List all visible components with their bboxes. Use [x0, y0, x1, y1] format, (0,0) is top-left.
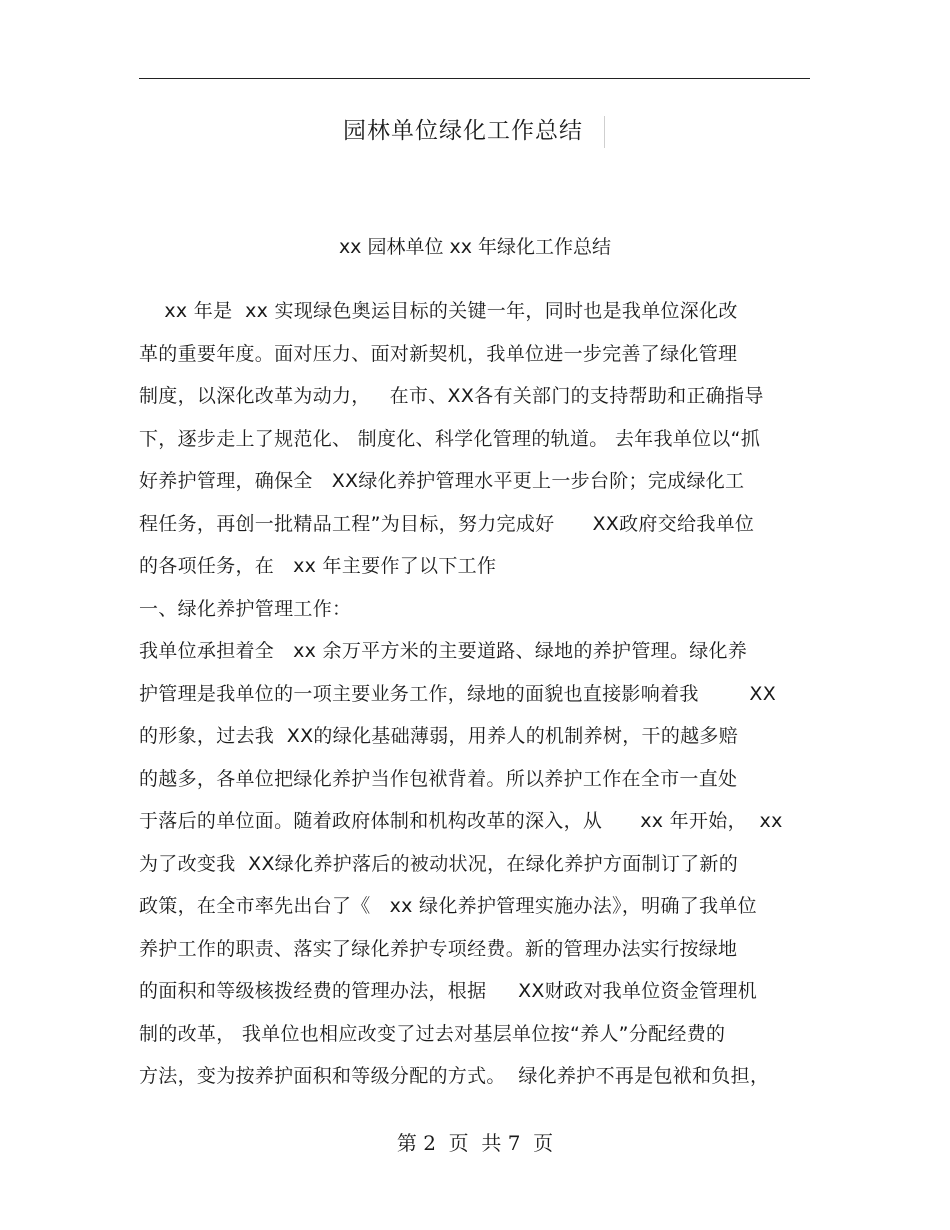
- header-rule: [139, 78, 810, 79]
- body-line: 的面积和等级核拨经费的管理办法，根据 XX财政对我单位资金管理机: [139, 980, 758, 1002]
- body-line: 的各项任务，在 xx 年主要作了以下工作: [139, 555, 497, 577]
- body-line: 程任务，再创一批精品工程”为目标，努力完成好 XX政府交给我单位: [139, 512, 755, 535]
- body-line: 的形象，过去我 XX的绿化基础薄弱，用养人的机制养树，干的越多赔: [139, 725, 739, 747]
- body-line: 为了改变我 XX绿化养护落后的被动状况，在绿化养护方面制订了新的: [139, 852, 739, 875]
- body-line: 我单位承担着全 xx 余万平方米的主要道路、绿地的养护管理。绿化养: [139, 640, 748, 662]
- body-line: xx 年是 xx 实现绿色奥运目标的关键一年，同时也是我单位深化改: [139, 300, 738, 322]
- body-line: 政策，在全市率先出台了《 xx 绿化养护管理实施办法》，明确了我单位: [139, 895, 757, 917]
- body-line: 制度，以深化改革为动力， 在市、XX各有关部门的支持帮助和正确指导: [139, 385, 764, 407]
- body-line: 好养护管理，确保全 XX绿化养护管理水平更上一步台阶；完成绿化工: [139, 470, 745, 492]
- body-line: 方法，变为按养护面积和等级分配的方式。 绿化养护不再是包袱和负担，: [139, 1065, 770, 1087]
- body-line: 革的重要年度。面对压力、面对新契机，我单位进一步完善了绿化管理: [139, 342, 738, 365]
- title-box-edge: [604, 116, 605, 148]
- body-line: 下，逐步走上了规范化、 制度化、科学化管理的轨道。 去年我单位以“抓: [139, 427, 761, 450]
- document-subtitle: xx 园林单位 xx 年绿化工作总结: [338, 236, 612, 258]
- document-title: 园林单位绿化工作总结: [343, 118, 583, 144]
- body-line: 制的改革， 我单位也相应改变了过去对基层单位按“养人”分配经费的: [139, 1022, 726, 1045]
- body-text: [139, 290, 819, 1098]
- body-line: 护管理是我单位的一项主要业务工作，绿地的面貌也直接影响着我 XX: [139, 682, 777, 705]
- page-footer: 第 2 页 共 7 页: [396, 1131, 554, 1155]
- body-line: 养护工作的职责、落实了绿化养护专项经费。新的管理办法实行按绿地: [139, 937, 738, 960]
- body-line: 于落后的单位面。随着政府体制和机构改革的深入，从 xx 年开始， xx: [139, 810, 783, 832]
- body-line: 的越多，各单位把绿化养护当作包袱背着。所以养护工作在全市一直处: [139, 767, 738, 790]
- section-heading: 一、绿化养护管理工作：: [139, 597, 352, 620]
